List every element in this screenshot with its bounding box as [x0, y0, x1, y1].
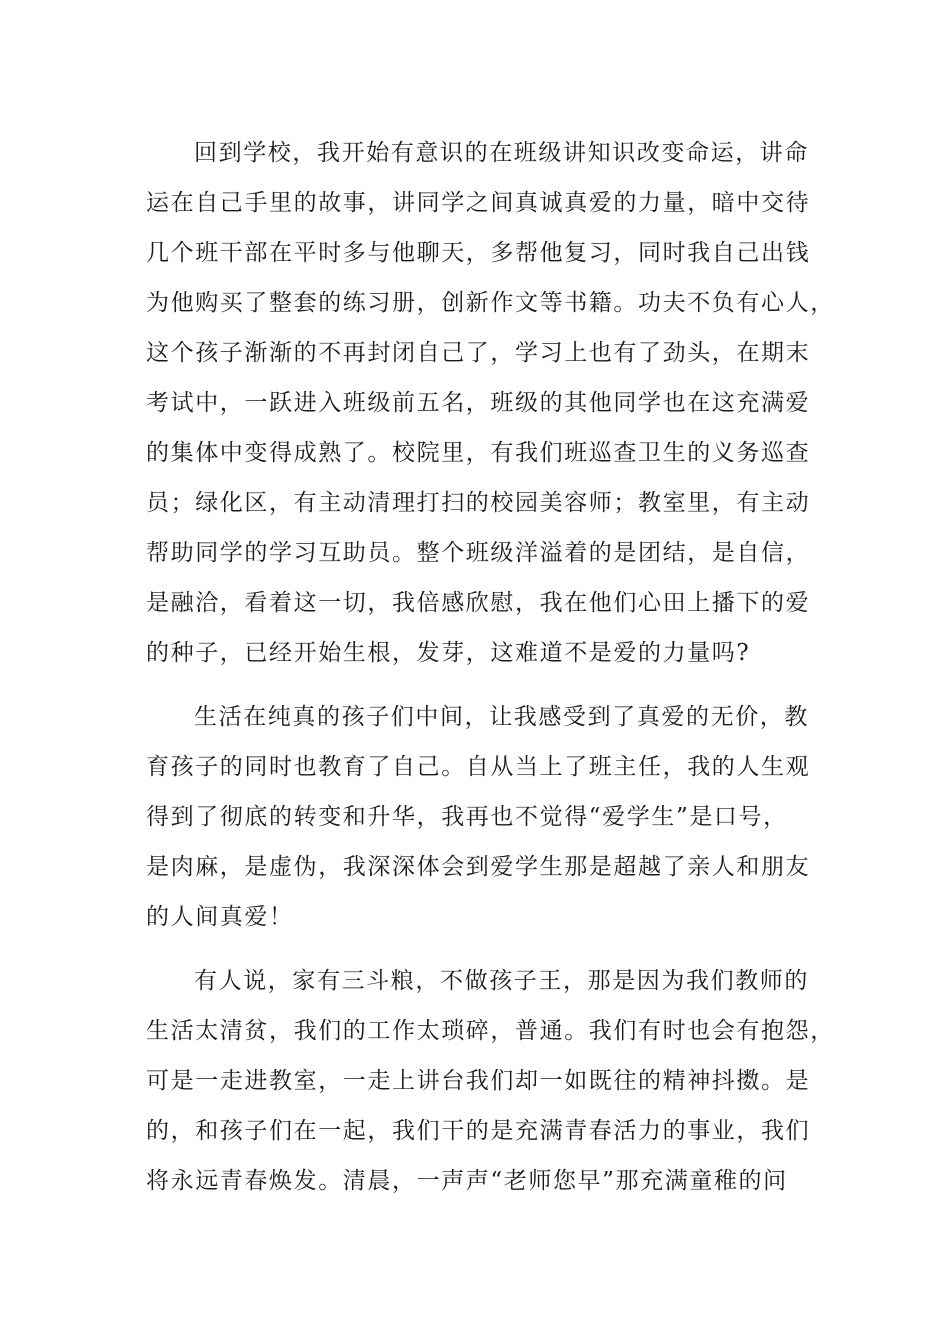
text-line: 员；绿化区，有主动清理打扫的校园美容师；教室里，有主动 — [146, 490, 811, 516]
text-line: 帮助同学的学习互助员。整个班级洋溢着的是团结，是自信， — [146, 540, 811, 566]
text-line: 是肉麻，是虚伪，我深深体会到爱学生那是超越了亲人和朋友 — [146, 854, 811, 880]
paragraph-3 — [146, 956, 835, 1206]
text-line: 有人说，家有三斗粮，不做孩子王，那是因为我们教师的 — [194, 968, 809, 994]
text-line: 考试中，一跃进入班级前五名，班级的其他同学也在这充满爱 — [146, 390, 811, 416]
document-body — [146, 128, 835, 1206]
text-line: 将永远青春焕发。清晨，一声声“老师您早”那充满童稚的问 — [146, 1168, 788, 1194]
text-line: 的人间真爱！ — [146, 904, 294, 930]
text-line: 运在自己手里的故事，讲同学之间真诚真爱的力量，暗中交待 — [146, 190, 811, 216]
text-line: 的，和孩子们在一起，我们干的是充满青春活力的事业，我们 — [146, 1118, 811, 1144]
text-line: 的集体中变得成熟了。校院里，有我们班巡查卫生的义务巡查 — [146, 440, 811, 466]
text-line: 的种子，已经开始生根，发芽，这难道不是爱的力量吗? — [146, 640, 751, 666]
paragraph-gap — [146, 678, 796, 692]
text-line: 是融洽，看着这一切，我倍感欣慰，我在他们心田上播下的爱 — [146, 590, 811, 616]
text-line: 育孩子的同时也教育了自己。自从当上了班主任，我的人生观 — [146, 754, 811, 780]
text-line: 为他购买了整套的练习册，创新作文等书籍。功夫不负有心人， — [146, 290, 835, 316]
text-line: 生活在纯真的孩子们中间，让我感受到了真爱的无价，教 — [194, 704, 809, 730]
text-line: 回到学校，我开始有意识的在班级讲知识改变命运，讲命 — [194, 140, 809, 166]
text-line: 得到了彻底的转变和升华，我再也不觉得“爱学生”是口号， — [146, 804, 788, 830]
paragraph-gap — [146, 942, 796, 956]
paragraph-1 — [146, 128, 835, 678]
text-line: 这个孩子渐渐的不再封闭自己了，学习上也有了劲头，在期末 — [146, 340, 811, 366]
text-line: 几个班干部在平时多与他聊天，多帮他复习，同时我自己出钱 — [146, 240, 811, 266]
text-line: 可是一走进教室，一走上讲台我们却一如既往的精神抖擞。是 — [146, 1068, 811, 1094]
text-line: 生活太清贫，我们的工作太琐碎，普通。我们有时也会有抱怨， — [146, 1018, 835, 1044]
paragraph-2 — [146, 692, 811, 942]
